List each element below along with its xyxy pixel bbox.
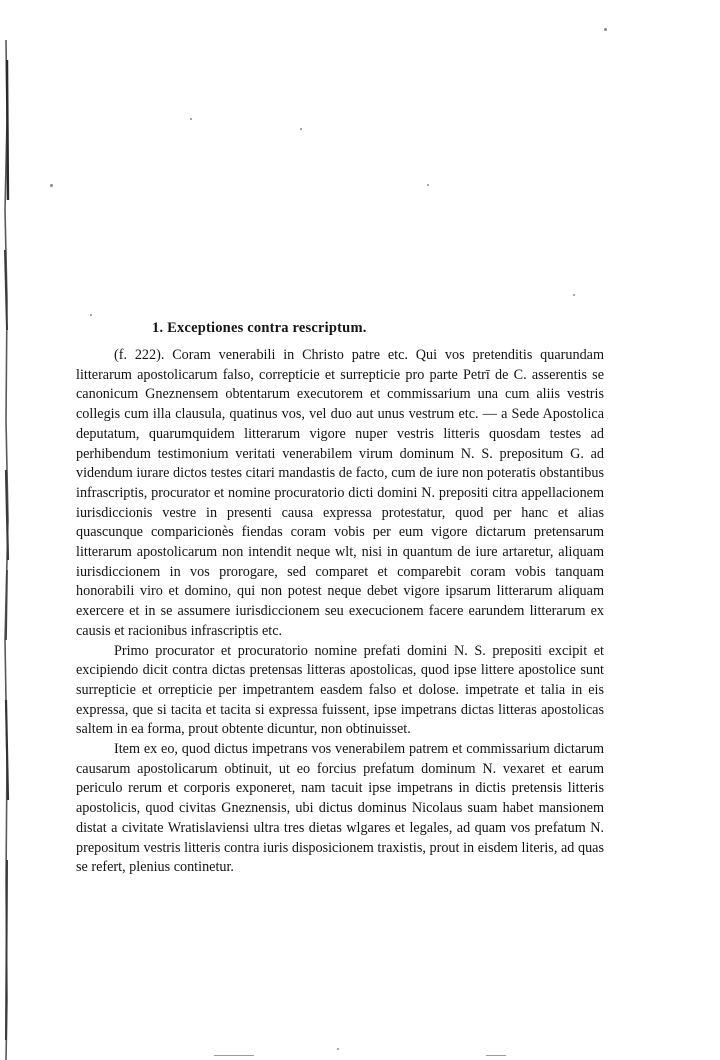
paragraph: (f. 222). Coram venerabili in Christo patre etc. Qui vos pretenditis quarundam litterarum apostolicarum falso, correpticie et surrepticie pro parte Petrī de C. asserentis se canonicum Gneznensem obtentarum executorem et commissarium una cum aliis vestris collegis cum illa clausula, quatinus vos, vel duo aut unus vestrum etc. — a Sede Apostolica deputatum, quarumquidem litterarum vigore nuper vestris litteris quosdam testes ad perhibendum testimonium veritati venerabilem virum dominum N. S. prepositum G. ad videndum iurare dictos testes citari mandastis de facto, cum de iure non poteratis obstantibus infrascriptis, procurator et nomine procuratorio dicti domini N. prepositi citra appellacionem iurisdiccionis vestre in presenti causa expressa protestatur, quod per hanc et alias quascunque comparicionès fiendas coram vobis per eum vigore dictarum pretensarum litterarum apostolicarum non intendit neque wlt, nisi in quantum de iure artaretur, aliquam iurisdiccionem in vos prorogare, sed comparet et comparebit coram vobis tanquam honorabili viro et domino, qui non potest neque debet vigore ipsarum litterarum aliquam exercere et in se assumere iurisdiccionem seu execucionem facere earundem litterarum ex causis et racionibus infrascriptis etc. [76, 347, 604, 639]
page-speck [573, 294, 575, 296]
footer-rule [486, 1055, 506, 1056]
section-heading [76, 318, 604, 338]
page-speck [90, 314, 92, 316]
footer-rule [214, 1055, 254, 1056]
paragraph: Primo procurator et procuratorio nomine prefati domini N. S. prepositi excipit et excipiendo dicit contra dictas pretensas litteras apostolicas, quod ipse littere apostolice sunt surrepticie et orrepticie per impetrantem easdem falso et dolose. impetrate et talia in eis expressa, que si tacita et tacita si expressa fuissent, ipse impetrans dictas litteras apostolicas saltem in ea forma, prout obtente dicuntur, non obtinuisset. [76, 642, 604, 738]
page-speck [427, 184, 429, 186]
page-speck [337, 1048, 339, 1050]
document-body [76, 318, 604, 878]
page-speck [604, 28, 607, 31]
section-number: 1. [152, 320, 164, 336]
page-speck [300, 128, 302, 130]
section-title: Exceptiones contra rescriptum. [167, 320, 367, 336]
page-speck [50, 184, 53, 187]
page-binding-edge [2, 0, 10, 1060]
paragraph: Item ex eo, quod dictus impetrans vos venerabilem patrem et commissarium dictarum causarum apostolicarum obtinuit, ut eo forcius prefatum dominum N. vexaret et earum periculo rerum et corporis exponeret, nam tacuit ipse impetrans in dictis pretensis litteris apostolicis, quod civitas Gneznensis, ubi dictus dominus Nicolaus suam habet mansionem distat a civitate Wratislaviensi ultra tres dietas wlgares et legales, ad quam vos prefatum N. prepositum vestris litteris contra iuris disposicionem traxistis, prout in eisdem literis, ad quas se refert, plenius continetur. [76, 741, 604, 876]
page-speck [190, 118, 192, 120]
